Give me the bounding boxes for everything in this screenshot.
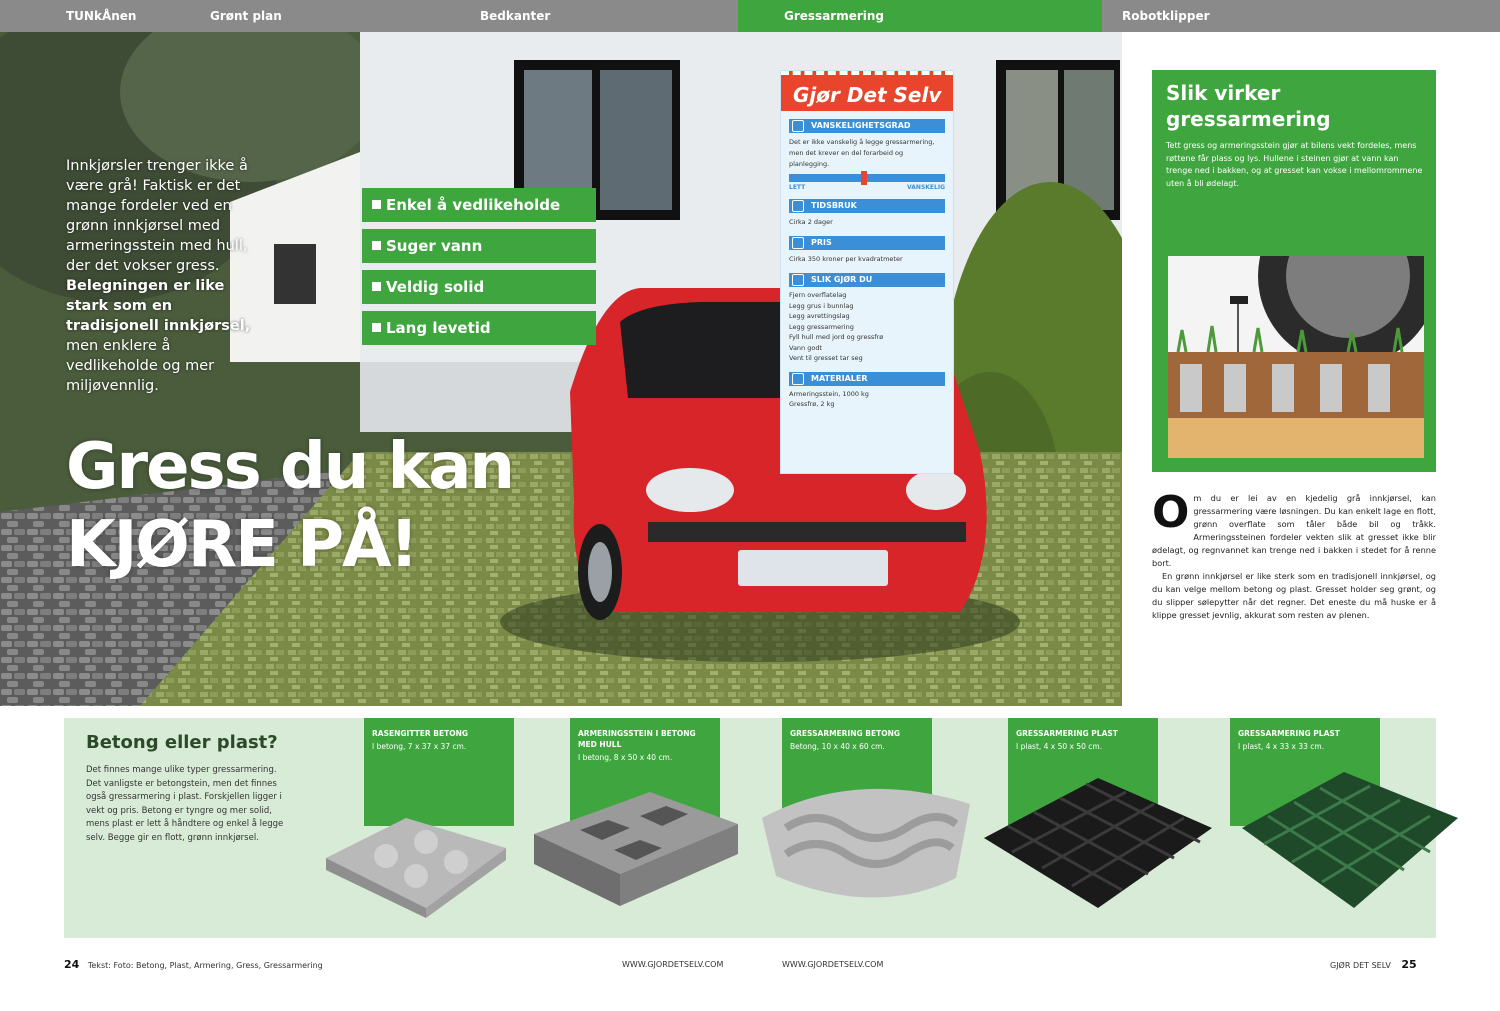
bullet-square-icon [372, 282, 381, 291]
footer-left [64, 958, 323, 972]
sidebox-body: Tett gress og armeringsstein gjør at bilens vekt fordeles, mens røttene får plass og lys. Hullene i steinen gjør at vann kan trenge ned i bakken, og at gresset kan vokse i mellomrommene uten å bli ødelagt. [1166, 141, 1423, 188]
band-body: Det finnes mange ulike typer gressarmering. Det vanligste er betongstein, men det finnes også gressarmering i plast. Forskjellen ligger i vekt og pris. Betong er tyngre og mer solid, mens plast er lett å håndtere og enkel å legge selv. Begge gir en flott, grønn innkjørsel. [86, 765, 284, 843]
list-item: Armeringsstein, 1000 kg [789, 389, 869, 398]
diy-time-section: TIDSBRUK Cirka 2 dager [789, 199, 945, 228]
list-item: Legg gressarmering [789, 322, 854, 331]
concrete-grid-block-image [316, 778, 516, 918]
list-item: Fjern overflatelag [789, 291, 847, 299]
difficulty-low-label: LETT [789, 184, 806, 191]
feature-item: Lang levetid [362, 311, 596, 345]
product-card: GRESSARMERING PLAST I plast, 4 x 33 x 33 cm. [1230, 718, 1380, 826]
money-icon [792, 237, 804, 249]
article-paragraph: Om du er lei av en kjedelig grå innkjørsel, kan gressarmering være løsningen. Du kan enkelt lage en flott, grønn overflate som tåler både bil og tråkk. Armeringssteinen fordeler vekten slik at gresset ikke blir ødelagt, og regnvannet kan trenge ned i bakken i stedet for å renne bort. [1152, 487, 1436, 568]
bullet-square-icon [372, 200, 381, 209]
nav-item-green-plan[interactable]: Grønt plan [210, 9, 282, 23]
bullet-square-icon [372, 241, 381, 250]
headline-line-2: KJØRE PÅ! [66, 508, 417, 582]
concrete-wave-block-image [756, 768, 976, 908]
list-item: Vann godt [789, 343, 823, 352]
photo-credit: Tekst: Foto: Betong, Plast, Armering, Gress, Gressarmering [87, 961, 323, 970]
article-body [1152, 487, 1436, 622]
page-number-left: 24 [64, 958, 80, 971]
intro-plain: Innkjørsler trenger ikke å være grå! Faktisk er det mange fordeler ved en grønn innkjørsel med armeringsstein med hull, der det vokser gress. [66, 158, 248, 274]
difficulty-marker [861, 171, 867, 185]
difficulty-meter [789, 174, 945, 182]
product-card: RASENGITTER BETONG I betong, 7 x 37 x 37 cm. [364, 718, 514, 826]
list-item: Vent til gresset tar seg [789, 354, 863, 362]
feature-item: Enkel å vedlikeholde [362, 188, 596, 222]
sidebox-title: Slik virker gressarmering [1166, 81, 1331, 131]
headline-line-1: Gress du kan [66, 430, 513, 504]
nav-item-robot-mower[interactable]: Robotklipper [1122, 9, 1210, 23]
basket-icon [792, 373, 804, 385]
time-text: Cirka 2 dager [789, 218, 833, 226]
concrete-hole-block-image [530, 784, 740, 914]
bullet-square-icon [372, 323, 381, 332]
clock-icon [792, 200, 804, 212]
price-text: Cirka 350 kroner per kvadratmeter [789, 255, 903, 263]
cross-section-diagram [1168, 256, 1424, 458]
product-card: GRESSARMERING PLAST I plast, 4 x 50 x 50 cm. [1008, 718, 1158, 826]
feature-item: Suger vann [362, 229, 596, 263]
page-number-right: 25 [1401, 958, 1417, 971]
difficulty-high-label: VANSKELIG [907, 184, 945, 191]
footer-right [1330, 958, 1417, 972]
method-steps [789, 290, 945, 364]
intro-end: men enklere å vedlikeholde og mer miljøvennlig. [66, 338, 215, 394]
magazine-section-label: TUNkÅnen [66, 9, 137, 23]
list-item: Legg avrettingslag [789, 312, 850, 320]
footer-web-right[interactable]: WWW.GJORDETSELV.COM [782, 960, 884, 969]
list-item: Gressfrø, 2 kg [789, 400, 835, 408]
intro-text [66, 156, 266, 396]
comparison-band [64, 718, 1436, 938]
diy-materials-section: MATERIALER Armeringsstein, 1000 kg Gressfrø, 2 kg [789, 372, 945, 410]
list-item: Fyll hull med jord og gressfrø [789, 333, 884, 341]
product-card: GRESSARMERING BETONG Betong, 10 x 40 x 60 cm. [782, 718, 932, 826]
top-navigation [0, 0, 1500, 32]
cross-section-illustration [1168, 256, 1424, 458]
diy-info-box [780, 70, 954, 474]
product-card: ARMERINGSSTEIN I BETONG MED HULL I betong, 8 x 50 x 40 cm. [570, 718, 720, 826]
page-title [66, 428, 513, 584]
diy-title: Gjør Det Selv [781, 71, 953, 111]
feature-item: Veldig solid [362, 270, 596, 304]
nav-item-grass-reinforcement[interactable]: Gressarmering [738, 0, 1102, 32]
issue-label: GJØR DET SELV [1330, 961, 1391, 970]
feature-list [362, 188, 596, 352]
intro-bold: Belegningen er like stark som en tradisjonell innkjørsel, [66, 278, 251, 334]
how-it-works-box [1152, 70, 1436, 472]
diy-difficulty-section: VANSKELIGHETSGRAD Det er ikke vanskelig å legge gressarmering, men det krever en del forarbeid og planlegging. LETT VANSKELIG [789, 121, 945, 191]
diy-method-section: SLIK GJØR DU Fjern overflatelag Legg grus i bunnlag Legg avrettingslag Legg gressarmering Fyll hull med jord og gressfrø Vann godt Vent til gresset tar seg [789, 273, 945, 364]
diy-price-section: PRIS Cirka 350 kroner per kvadratmeter [789, 236, 945, 265]
green-plastic-grid-image [1234, 758, 1464, 928]
nav-item-edging[interactable]: Bedkanter [480, 9, 551, 23]
drop-cap: O [1152, 487, 1190, 538]
black-plastic-grid-image [978, 758, 1218, 918]
list-icon [792, 274, 804, 286]
footer-web-left[interactable]: WWW.GJORDETSELV.COM [622, 960, 724, 969]
difficulty-text: Det er ikke vanskelig å legge gressarmering, men det krever en del forarbeid og planlegging. [789, 138, 935, 168]
article-paragraph: En grønn innkjørsel er like sterk som en tradisjonell innkjørsel, og du kan velge mellom betong og plast. Gresset holder seg grønt, og du slipper sølepytter når det regner. Det eneste du må huske er å klippe gresset jevnlig, akkurat som resten av plenen. [1152, 571, 1436, 620]
band-title: Betong eller plast? [86, 732, 278, 753]
materials-list [789, 389, 945, 410]
list-item: Legg grus i bunnlag [789, 301, 854, 310]
tools-icon [792, 120, 804, 132]
